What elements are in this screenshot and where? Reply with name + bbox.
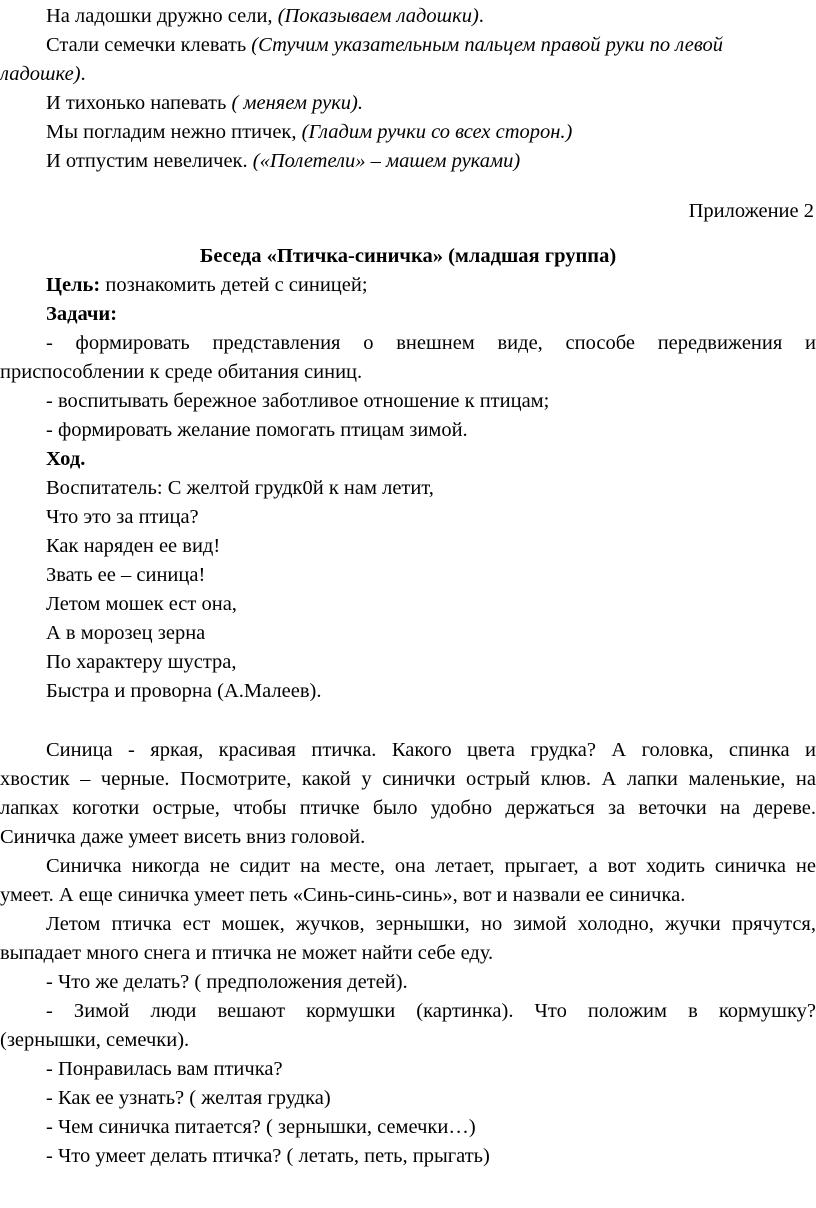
appendix-label: Приложение 2 — [688, 200, 814, 222]
tasks-heading: Задачи: — [46, 303, 118, 325]
body-line: - Чем синичка питается? ( зернышки, семечки…) — [46, 1116, 476, 1138]
poem-line: И тихонько напевать ( меняем руки). — [46, 92, 363, 114]
body-line: - Понравилась вам птичка? — [46, 1058, 283, 1080]
body-line: - Как ее узнать? ( желтая грудка) — [46, 1087, 331, 1109]
course-poem-line: Быстра и проворна (А.Малеев). — [46, 680, 322, 702]
poem-line: Мы погладим нежно птичек, (Гладим ручки со всех сторон.) — [46, 121, 573, 143]
body-line: Синица - яркая, красивая птичка. Какого цвета грудка? А головка, спинка и — [46, 739, 816, 761]
goal-line: Цель: познакомить детей с синицей; — [46, 274, 368, 296]
course-poem-line: По характеру шустра, — [46, 651, 237, 673]
course-poem-line: Летом мошек ест она, — [46, 593, 237, 615]
poem-line: И отпустим невеличек. («Полетели» – машем руками) — [46, 150, 521, 172]
course-poem-line: Что это за птица? — [46, 506, 199, 528]
body-line: умеет. А еще синичка умеет петь «Синь-синь-синь», вот и назвали ее синичка. — [0, 884, 686, 906]
body-line: (зернышки, семечки). — [0, 1029, 190, 1051]
body-line: - Зимой люди вешают кормушки (картинка). Что положим в кормушку? — [46, 1000, 816, 1022]
body-line: Летом птичка ест мошек, жучков, зернышки, но зимой холодно, жучки прячутся, — [46, 913, 816, 935]
body-line: хвостик – черные. Посмотрите, какой у синички острый клюв. А лапки маленькие, на — [0, 768, 816, 790]
body-line: Синичка даже умеет висеть вниз головой. — [0, 826, 366, 848]
course-poem-line: А в морозец зерна — [46, 622, 206, 644]
poem-line: Стали семечки клевать (Стучим указательным пальцем правой руки по левой — [46, 34, 723, 56]
task-line: - формировать желание помогать птицам зимой. — [46, 419, 468, 441]
page-title: Беседа «Птичка-синичка» (младшая группа) — [199, 245, 617, 267]
body-line: Синичка никогда не сидит на месте, она летает, прыгает, а вот ходить синичка не — [46, 855, 816, 877]
task-line: приспособлении к среде обитания синиц. — [0, 361, 363, 383]
course-poem-line: Как наряден ее вид! — [46, 535, 221, 557]
poem-line: На ладошки дружно сели, (Показываем ладошки). — [46, 5, 484, 27]
body-line: выпадает много снега и птичка не может найти себе еду. — [0, 942, 494, 964]
course-poem-line: Звать ее – синица! — [46, 564, 206, 586]
task-line: - формировать представления о внешнем виде, способе передвижения и — [46, 332, 816, 354]
course-poem-line: Воспитатель: С желтой грудк0й к нам летит, — [46, 477, 434, 499]
body-line: лапках коготки острые, чтобы птичке было удобно держаться за веточки на дереве. — [0, 797, 816, 819]
poem-line: ладошке). — [0, 63, 86, 85]
course-heading: Ход. — [46, 448, 86, 470]
body-line: - Что же делать? ( предположения детей). — [46, 971, 408, 993]
body-line: - Что умеет делать птичка? ( летать, петь, прыгать) — [46, 1145, 490, 1167]
task-line: - воспитывать бережное заботливое отношение к птицам; — [46, 390, 550, 412]
